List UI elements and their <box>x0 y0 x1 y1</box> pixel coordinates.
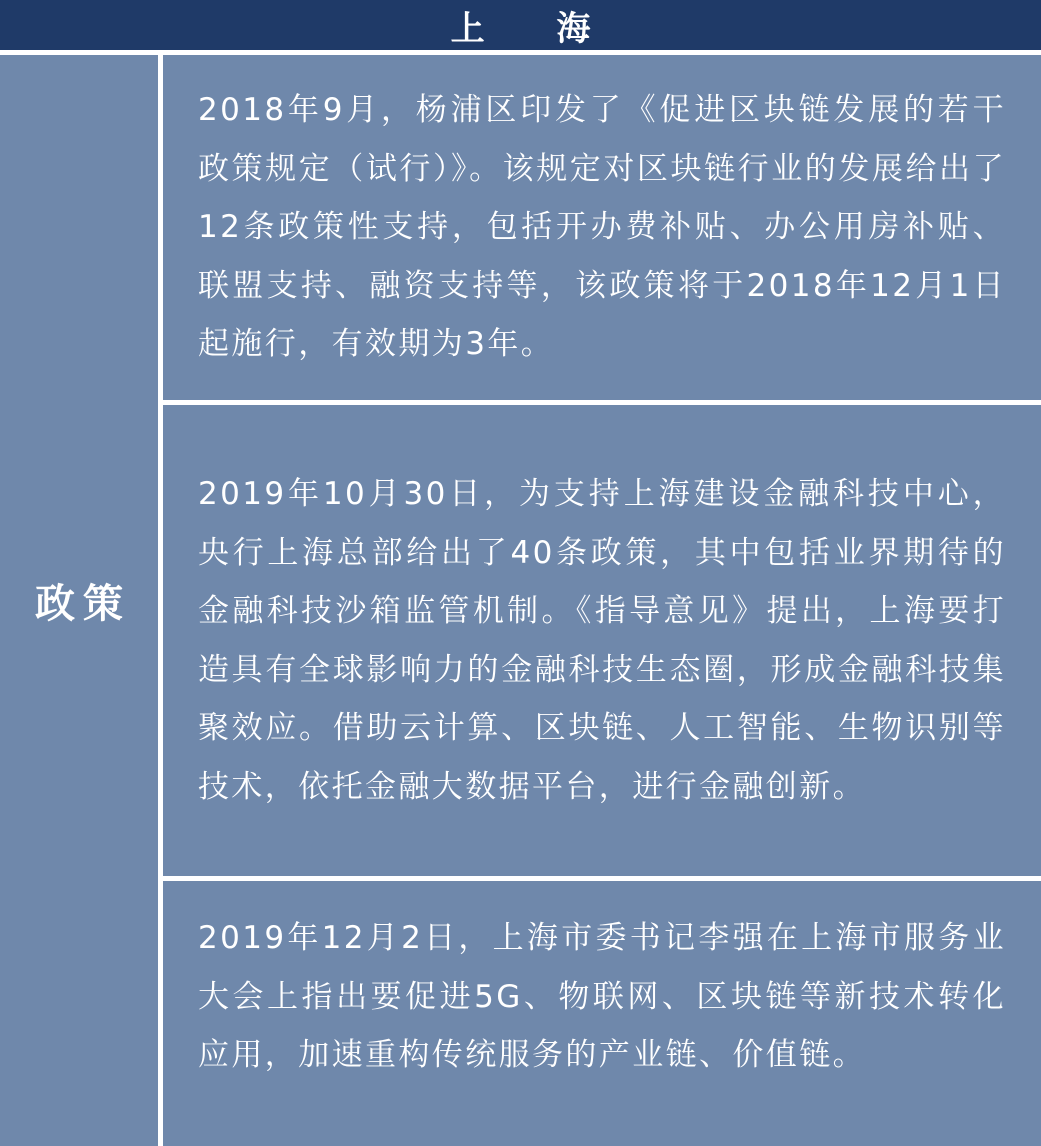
category-label: 政策 <box>35 581 131 627</box>
policy-text: 2019年10月30日，为支持上海建设金融科技中心，央行上海总部给出了40条政策，其中包括业界期待的金融科技沙箱监管机制。《指导意见》提出，上海要打造具有全球影响力的金融科技生态圈，形成金融科技集聚效应。借助云计算、区块链、人工智能、生物识别等技术，依托金融大数据平台，进行金融创新。 <box>198 476 1006 805</box>
header-title: 上 海 <box>450 8 621 49</box>
table-header <box>0 0 1041 50</box>
policy-row <box>163 881 1041 1146</box>
policy-row <box>163 55 1041 400</box>
policy-text: 2019年12月2日，上海市委书记李强在上海市服务业大会上指出要促进5G、物联网、区块链等新技术转化应用，加速重构传统服务的产业链、价值链。 <box>198 920 1006 1073</box>
category-cell <box>0 55 158 1146</box>
policy-text: 2018年9月，杨浦区印发了《促进区块链发展的若干政策规定（试行）》。该规定对区块链行业的发展给出了12条政策性支持，包括开办费补贴、办公用房补贴、联盟支持、融资支持等，该政策将于2018年12月1日起施行，有效期为3年。 <box>198 92 1006 363</box>
policy-row <box>163 405 1041 876</box>
